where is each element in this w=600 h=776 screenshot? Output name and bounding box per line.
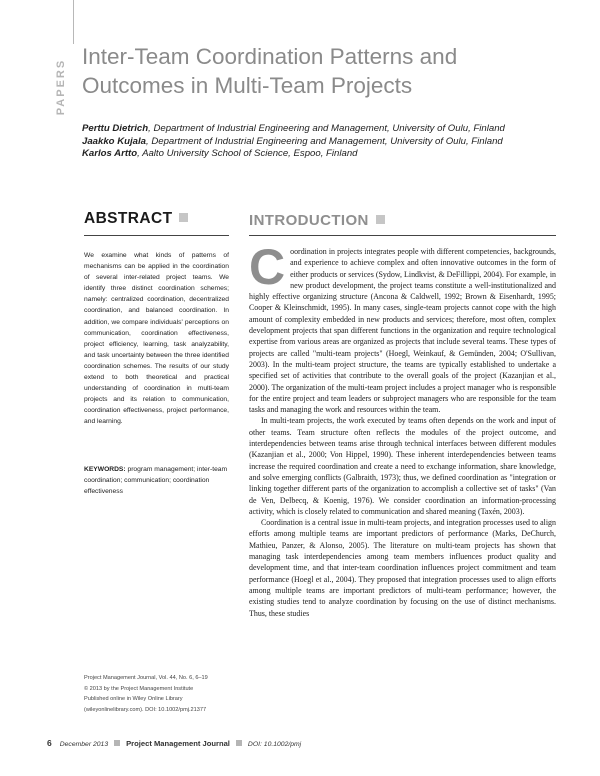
body-paragraph: Coordination is a central issue in multi-team projects, and integration processes used to align efforts among multiple teams are important predictors of performance (Marks, DeChurch, Mathieu, Panzer, & Alonso, 2005). The literature on multi-team projects has shown that managing task interdependencies among team members influences product quality and development time, and that inter-team coordination influences project commitment and team performance (Hoegl et al., 2004). They proposed that integration processes used to align efforts among multiple teams are important predictors of multi-team performance; however, the existing studies tend to analyze coordination by focusing on the use of distinct mechanisms. Thus, these studies [249, 518, 556, 618]
page-number: 6 [47, 738, 52, 748]
introduction-body [249, 239, 556, 619]
section-tag [50, 28, 72, 146]
author-entry [82, 123, 582, 136]
paragraph-text: oordination in projects integrates people with different competencies, backgrounds, and experience to achieve complex and often innovative outcomes in the form of either products or services (Sydow, Lindkvist, & DeFillippi, 2004). For example, in new product development, the project teams constitute a well-institutionalized and highly effective organizing structure (Ancona & Caldwell, 1992; Brown & Eisenhardt, 1995; Cooper & Kleinschmidt, 1995). In many cases, single-team projects cannot cope with the high amount of complexity embedded in new products and services; therefore, most often, complex development projects that span different functions in the organization and require technological expertise from various areas are organized as projects that include several teams. These types of projects are called "multi-team projects" (Hoegl, Weinkauf, & Gemünden, 2004; O'Sullivan, 2003). In the multi-team project structure, the teams are typically established to undertake a specified set of activities that contribute to the overall goals of the project (Kazanjian et al., 2000). The organization of the multi-team project includes a project manager who is responsible for the entire project and team leaders or subproject managers who are responsible for the team tasks and managing the work and resources within the team. [249, 247, 556, 415]
abstract-text: We examine what kinds of patterns of mechanisms can be applied in the coordination of several inter-related project teams. We identify three distinct coordination schemes; namely: centralized coordination, decentralized coordination, and balanced coordination. In addition, we compare individuals' perceptions on communication, coordination effectiveness, project efficiency, learning, task analyzability, and task uncertainty between the three identified coordination schemes. The results of our study extend to both theoretical and practical understanding of coordination in multi-team projects and its relation to communication, coordination effectiveness, project performance, and learning. [84, 252, 229, 426]
introduction-divider [249, 235, 556, 236]
author-entry [82, 148, 582, 161]
body-paragraph [249, 239, 556, 415]
title-line-2: Outcomes in Multi-Team Projects [82, 73, 413, 98]
footer-doi: DOI: 10.1002/pmj [247, 741, 302, 748]
abstract-heading-label: ABSTRACT [84, 210, 173, 227]
author-affiliation: , Aalto University School of Science, Espoo, Finland [137, 148, 358, 160]
body-paragraph: In multi-team projects, the work executed by teams often depends on the work and input of other teams. Team structure often reflects the modules of the project outcome, and interdependencies between teams arise through technical interfaces between different modules (Kazanjian et al., 2000; Von Hippel, 1990). These inherent interdependencies between teams increase the required coordination and create a need to exchange information, share knowledge, and solve emerging conflicts (Galbraith, 1973); thus, we defined coordination as "integration or linking together different parts of the organization to accomplish a collective set of tasks" (Van de Ven, Delbecq, & Koenig, 1976). We consider coordination an information-processing activity, which is closely related to communication and shared meaning (Taxén, 2003). [249, 416, 556, 516]
heading-square-icon [179, 213, 188, 222]
abstract-divider [84, 235, 229, 236]
author-affiliation: , Department of Industrial Engineering and Management, University of Oulu, Finland [148, 123, 505, 134]
issue-date: December 2013 [59, 741, 109, 748]
journal-info-line: (wileyonlinelibrary.com). DOI: 10.1002/pmj.21377 [84, 706, 207, 713]
journal-info-line: Project Management Journal, Vol. 44, No. 6, 6–19 [84, 675, 208, 681]
title-line-1: Inter-Team Coordination Patterns and [82, 44, 458, 69]
top-rule-line [73, 0, 74, 44]
author-name: Perttu Dietrich [82, 123, 149, 134]
page-footer [47, 738, 587, 748]
author-affiliation: , Department of Industrial Engineering and Management, University of Oulu, Finland [146, 135, 503, 147]
journal-name: Project Management Journal [126, 739, 230, 748]
author-name: Karlos Artto [82, 148, 138, 160]
keywords-text: program management; inter-team coordination; communication; coordination effectiveness [84, 466, 228, 496]
keywords-label: KEYWORDS: [84, 466, 126, 473]
heading-square-icon [376, 215, 385, 224]
introduction-heading-label: INTRODUCTION [249, 212, 369, 229]
drop-cap: C [249, 239, 286, 295]
article-title [82, 42, 582, 100]
author-list [82, 123, 582, 161]
section-tag-label: PAPERS [55, 58, 68, 116]
introduction-heading [249, 212, 385, 229]
keywords-block [84, 464, 232, 497]
abstract-heading [84, 210, 188, 228]
journal-info [84, 673, 234, 715]
footer-square-icon [114, 740, 120, 746]
journal-info-line: © 2013 by the Project Management Institute [84, 685, 194, 692]
author-name: Jaakko Kujala [82, 135, 146, 147]
author-entry [82, 136, 582, 149]
journal-info-line: Published online in Wiley Online Library [84, 696, 183, 703]
footer-square-icon [236, 740, 242, 746]
